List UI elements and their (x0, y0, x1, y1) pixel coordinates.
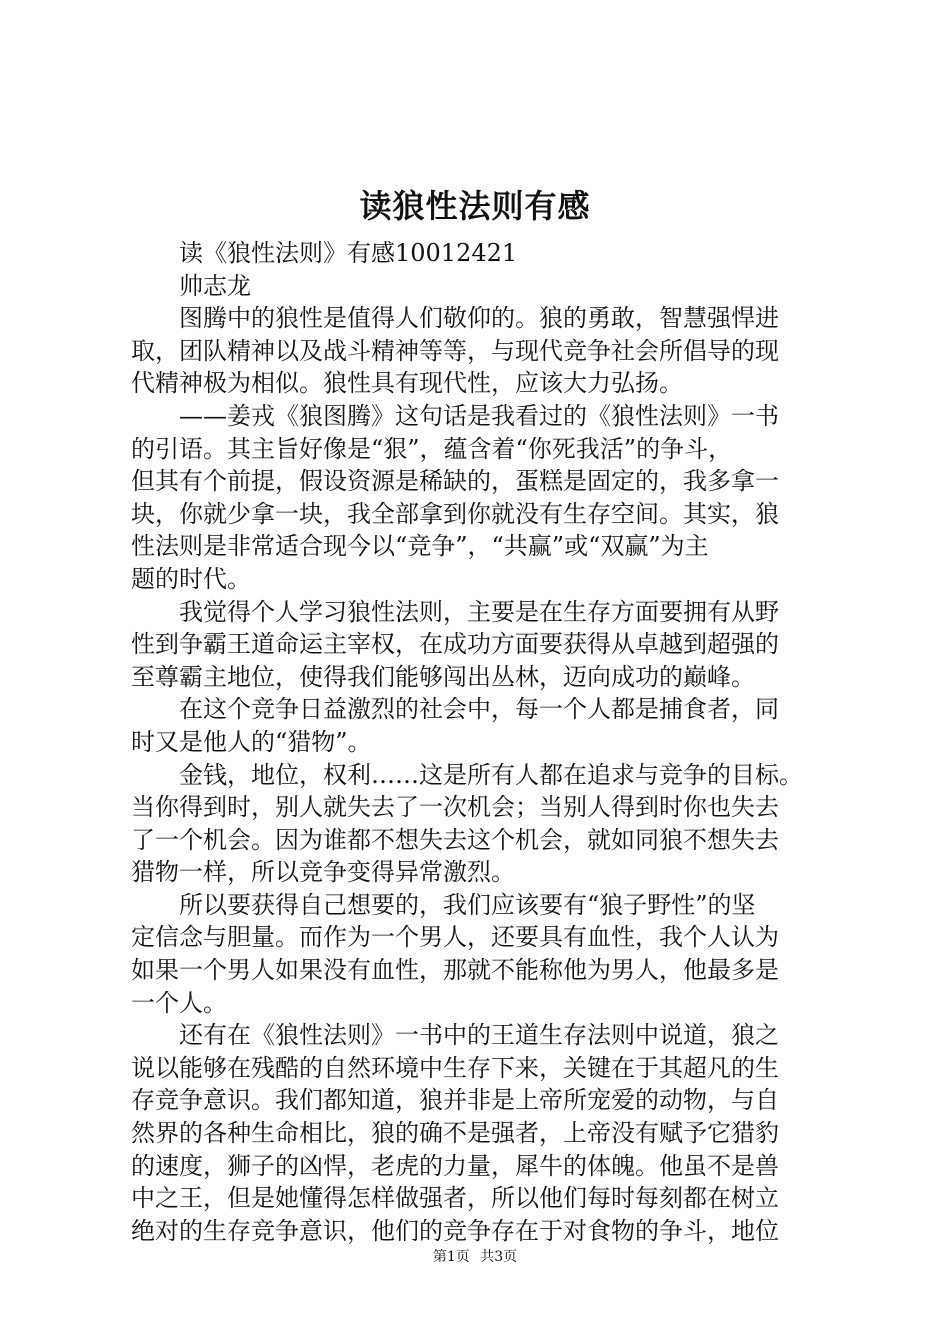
text-line: 然界的各种生命相比，狼的确不是强者，上帝没有赋予它猎豹 (131, 1119, 779, 1148)
text-line: 存竞争意识。我们都知道，狼并非是上帝所宠爱的动物，与自 (131, 1086, 779, 1115)
page-total: 共3页 (480, 1249, 518, 1265)
text-line: 金钱，地位，权利……这是所有人都在追求与竞争的目标。 (179, 760, 803, 789)
text-line: 性法则是非常适合现今以“竞争”，“共赢”或“双赢”为主 (131, 532, 709, 561)
text-line: 但其有个前提，假设资源是稀缺的，蛋糕是固定的，我多拿一 (131, 467, 779, 496)
text-line: 猎物一样，所以竞争变得异常激烈。 (131, 858, 515, 887)
text-line: 在这个竞争日益激烈的社会中，每一个人都是捕食者，同 (179, 695, 779, 724)
text-line: 当你得到时，别人就失去了一次机会；当别人得到时你也失去 (131, 793, 779, 822)
text-line: 所以要获得自己想要的，我们应该要有“狼子野性”的坚 (179, 890, 756, 919)
text-line: 一个人。 (131, 988, 227, 1017)
text-line: 如果一个男人如果没有血性，那就不能称他为男人，他最多是 (131, 956, 779, 985)
text-line: 取，团队精神以及战斗精神等等，与现代竞争社会所倡导的现 (131, 336, 779, 365)
text-line: 的速度，狮子的凶悍，老虎的力量，犀牛的体魄。他虽不是兽 (131, 1151, 779, 1180)
text-line: 我觉得个人学习狼性法则，主要是在生存方面要拥有从野 (179, 597, 779, 626)
text-line: 说以能够在残酷的自然环境中生存下来，关键在于其超凡的生 (131, 1053, 779, 1082)
text-line: 题的时代。 (131, 564, 251, 593)
text-line: 定信念与胆量。而作为一个男人，还要具有血性，我个人认为 (131, 923, 779, 952)
text-line: ——姜戎《狼图腾》这句话是我看过的《狼性法则》一书 (179, 401, 779, 430)
text-line: 了一个机会。因为谁都不想失去这个机会，就如同狼不想失去 (131, 825, 779, 854)
text-line: 中之王，但是她懂得怎样做强者，所以他们每时每刻都在树立 (131, 1184, 779, 1213)
text-line: 代精神极为相似。狼性具有现代性，应该大力弘扬。 (131, 369, 683, 398)
text-line: 的引语。其主旨好像是“狠”，蕴含着“你死我活”的争斗， (131, 434, 733, 463)
text-line: 读《狼性法则》有感10012421 (179, 239, 518, 267)
text-line: 至尊霸主地位，使得我们能够闯出丛林，迈向成功的巅峰。 (131, 662, 755, 691)
text-line: 性到争霸王道命运主宰权，在成功方面要获得从卓越到超强的 (131, 630, 779, 659)
document-title: 读狼性法则有感 (359, 187, 591, 225)
text-line: 块，你就少拿一块，我全部拿到你就没有生存空间。其实，狼 (131, 499, 779, 528)
text-line: 时又是他人的“猎物”。 (131, 727, 372, 756)
document-body (131, 237, 831, 1247)
text-line: 图腾中的狼性是值得人们敬仰的。狼的勇敢，智慧强悍进 (179, 304, 779, 333)
page-number: 第1页 (432, 1249, 470, 1265)
text-line: 还有在《狼性法则》一书中的王道生存法则中说道，狼之 (179, 1021, 779, 1050)
page-footer (0, 1247, 950, 1267)
text-line: 绝对的生存竞争意识，他们的竞争存在于对食物的争斗，地位 (131, 1216, 779, 1245)
text-line: 帅志龙 (179, 271, 251, 300)
